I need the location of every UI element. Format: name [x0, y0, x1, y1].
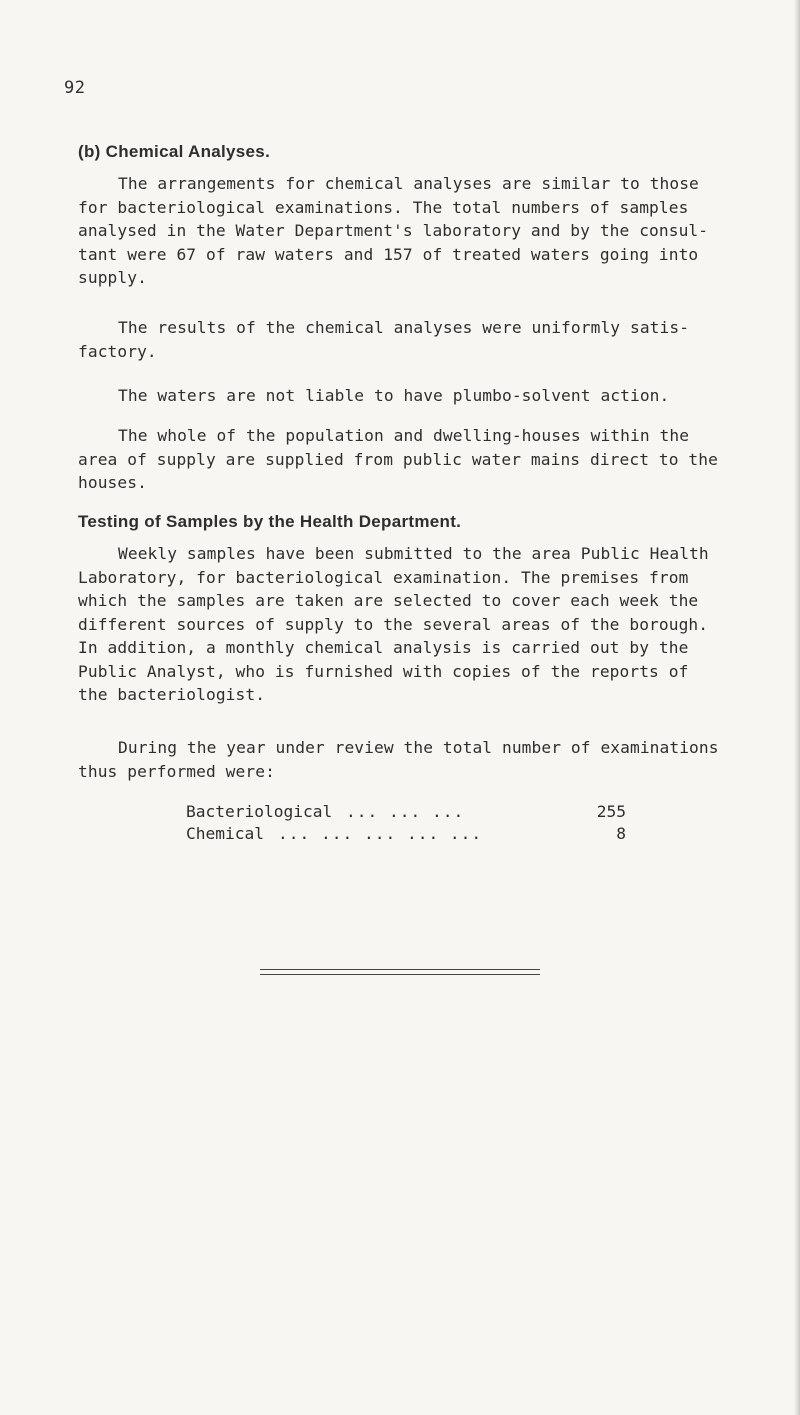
text-line: supply. [78, 268, 147, 287]
table-row [186, 802, 626, 824]
examinations-table [186, 802, 626, 846]
chemical-arrangements-paragraph [78, 172, 768, 290]
text-line: thus performed were: [78, 761, 275, 781]
text-line: analysed in the Water Department's laboratory and by the consul- [78, 221, 709, 240]
text-line: Weekly samples have been submitted to the area Public Health [118, 544, 709, 563]
closing-rule-lower [260, 974, 540, 975]
chemical-results-paragraph [78, 316, 768, 363]
examination-count: 8 [616, 824, 626, 843]
examination-type-label: Bacteriological [186, 802, 333, 821]
population-supply-paragraph [78, 424, 768, 495]
leader-dots: ... ... ... ... ... [278, 824, 483, 843]
chemical-analyses-heading: (b) Chemical Analyses. [78, 142, 271, 161]
text-line: Laboratory, for bacteriological examination. The premises from [78, 567, 689, 587]
table-row [186, 824, 626, 846]
page-number: 92 [64, 78, 86, 98]
examinations-intro-paragraph [78, 736, 768, 783]
leader-dots: ... ... ... [346, 802, 465, 821]
text-line: Public Analyst, who is furnished with copies of the reports of [78, 661, 689, 681]
weekly-samples-paragraph [78, 542, 768, 707]
text-line: The arrangements for chemical analyses are similar to those [118, 174, 699, 193]
text-line: tant were 67 of raw waters and 157 of treated waters going into [78, 244, 699, 264]
text-line: In addition, a monthly chemical analysis is carried out by the [78, 638, 689, 657]
testing-samples-heading: Testing of Samples by the Health Department. [78, 512, 462, 531]
text-line: The waters are not liable to have plumbo-solvent action. [118, 386, 670, 405]
closing-rule-upper [260, 969, 540, 970]
examination-count: 255 [596, 802, 626, 821]
text-line: for bacteriological examinations. The total numbers of samples [78, 197, 689, 217]
page-edge-shadow [794, 0, 800, 1415]
text-line: factory. [78, 341, 157, 361]
text-line: different sources of supply to the several areas of the borough. [78, 614, 709, 634]
examination-type-label: Chemical [186, 824, 264, 843]
text-line: The whole of the population and dwelling-houses within the [118, 426, 690, 445]
plumbo-solvent-paragraph [78, 384, 768, 408]
text-line: which the samples are taken are selected to cover each week the [78, 591, 699, 610]
text-line: The results of the chemical analyses were uniformly satis- [118, 318, 690, 337]
text-line: area of supply are supplied from public water mains direct to the [78, 449, 718, 469]
text-line: During the year under review the total number of examinations [118, 738, 719, 757]
text-line: houses. [78, 473, 147, 492]
text-line: the bacteriologist. [78, 685, 266, 704]
